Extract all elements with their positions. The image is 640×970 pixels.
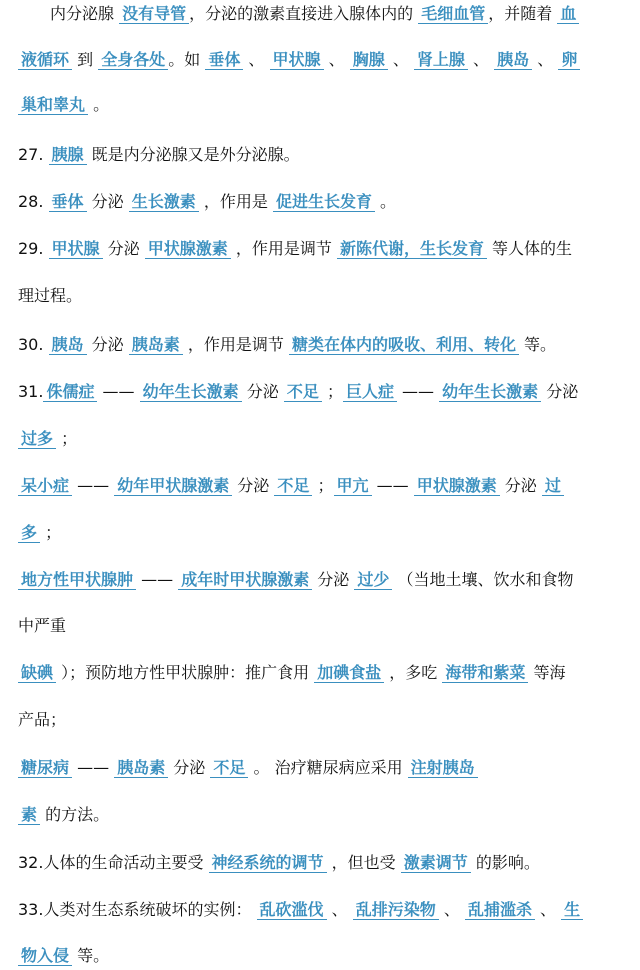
answer-blank: 地方性甲状腺肿	[18, 570, 136, 590]
text-segment: 32.人体的生命活动主要受	[18, 853, 209, 872]
text-segment: 31.	[18, 382, 44, 401]
text-line	[18, 143, 300, 167]
answer-blank: 不足	[274, 476, 312, 496]
answer-blank: 呆小症	[18, 476, 72, 496]
text-line	[18, 851, 540, 875]
answer-blank: 加碘食盐	[314, 663, 384, 683]
text-segment: 分泌	[86, 335, 129, 354]
text-segment: 、	[243, 50, 270, 69]
answer-blank: 缺碘	[18, 663, 56, 683]
answer-blank: 巨人症	[343, 382, 397, 402]
text-line	[18, 661, 566, 685]
text-segment: 的影响。	[470, 853, 540, 872]
text-segment: ；	[321, 382, 343, 401]
answer-blank: 垂体	[205, 50, 243, 70]
answer-blank: 不足	[210, 758, 248, 778]
text-line	[18, 237, 572, 261]
answer-blank: 甲状腺	[49, 239, 103, 259]
answer-blank: 新陈代谢，生长发育	[337, 239, 487, 259]
answer-blank: 物入侵	[18, 946, 72, 966]
answer-blank: 糖尿病	[18, 758, 72, 778]
answer-blank: 甲状腺	[270, 50, 324, 70]
text-line	[18, 380, 578, 404]
text-segment: 等。	[72, 946, 110, 965]
text-segment: ——	[72, 476, 115, 495]
text-line	[18, 333, 556, 357]
answer-blank: 甲状腺激素	[414, 476, 500, 496]
text-segment: ；	[40, 523, 62, 542]
text-segment: 、	[326, 900, 353, 919]
text-line	[18, 756, 478, 780]
answer-blank: 素	[18, 805, 40, 825]
answer-blank: 幼年甲状腺激素	[114, 476, 232, 496]
answer-blank: 乱排污染物	[353, 900, 439, 920]
answer-blank: 生	[561, 900, 583, 920]
text-segment: 到	[72, 50, 99, 69]
text-segment: 分泌	[312, 570, 355, 589]
text-segment: 产品；	[18, 710, 67, 729]
text-segment: ；	[56, 429, 78, 448]
text-segment: 分泌	[102, 239, 145, 258]
text-segment: 28.	[18, 192, 49, 211]
text-line	[50, 2, 579, 26]
answer-blank: 成年时甲状腺激素	[178, 570, 312, 590]
text-segment: ——	[72, 758, 115, 777]
text-segment: ——	[371, 476, 414, 495]
text-segment: 33.人类对生态系统破坏的实例：	[18, 900, 257, 919]
answer-blank: 幼年生长激素	[439, 382, 541, 402]
text-segment: ，多吃	[384, 663, 443, 682]
answer-blank: 糖类在体内的吸收、利用、转化	[289, 335, 519, 355]
text-segment: 、	[467, 50, 495, 69]
answer-blank: 过	[542, 476, 564, 496]
answer-blank: 血	[557, 4, 579, 24]
text-segment: ——	[136, 570, 179, 589]
answer-blank: 幼年生长激素	[140, 382, 242, 402]
text-segment: 分泌	[168, 758, 211, 777]
answer-blank: 神经系统的调节	[209, 853, 327, 873]
answer-blank: 激素调节	[401, 853, 471, 873]
text-line	[18, 614, 66, 638]
text-segment: 等海	[528, 663, 566, 682]
text-line	[18, 521, 61, 545]
answer-blank: 不足	[284, 382, 322, 402]
text-segment: ——	[396, 382, 440, 401]
text-segment: 等人体的生	[486, 239, 573, 258]
answer-blank: 胰岛素	[129, 335, 183, 355]
answer-blank: 乱捕滥杀	[465, 900, 535, 920]
text-segment: ；	[312, 476, 334, 495]
text-segment: 27.	[18, 145, 49, 164]
answer-blank: 毛细血管	[418, 4, 488, 24]
answer-blank: 过多	[18, 429, 56, 449]
answer-blank: 注射胰岛	[408, 758, 478, 778]
answer-blank: 过少	[354, 570, 392, 590]
text-line	[18, 284, 82, 308]
text-segment: ，并随着	[488, 4, 558, 23]
answer-blank: 液循环	[18, 50, 72, 70]
text-segment: ，作用是调节	[182, 335, 289, 354]
answer-blank: 没有导管	[119, 4, 189, 24]
answer-blank: 海带和紫菜	[442, 663, 528, 683]
text-segment: （当地土壤、饮水和食物	[392, 570, 574, 589]
answer-blank: 侏儒症	[43, 382, 97, 402]
answer-blank: 垂体	[49, 192, 87, 212]
text-line	[18, 190, 396, 214]
text-segment: 。 治疗糖尿病应采用	[248, 758, 408, 777]
text-segment: 内分泌腺	[50, 4, 120, 23]
answer-blank: 胸腺	[350, 50, 388, 70]
text-segment: 的方法。	[40, 805, 110, 824]
answer-blank: 甲亢	[334, 476, 372, 496]
answer-blank: 促进生长发育	[273, 192, 375, 212]
answer-blank: 甲状腺激素	[145, 239, 231, 259]
text-segment: ，作用是调节	[230, 239, 337, 258]
text-segment: 29.	[18, 239, 49, 258]
text-segment: 分泌	[241, 382, 284, 401]
text-segment: 分泌	[499, 476, 542, 495]
text-line	[18, 474, 564, 498]
text-segment: 。如	[168, 50, 206, 69]
text-segment: 。	[374, 192, 397, 211]
text-line	[18, 568, 574, 592]
text-segment: 、	[534, 900, 562, 919]
answer-blank: 生长激素	[129, 192, 199, 212]
text-segment: 、	[438, 900, 465, 919]
text-segment: 分泌	[232, 476, 275, 495]
text-segment: ，作用是	[198, 192, 273, 211]
text-segment: 30.	[18, 335, 49, 354]
answer-blank: 胰岛	[49, 335, 87, 355]
answer-blank: 多	[18, 523, 40, 543]
answer-blank: 乱砍滥伐	[257, 900, 327, 920]
text-segment: 分泌	[86, 192, 129, 211]
answer-blank: 卵	[558, 50, 580, 70]
text-segment: ——	[97, 382, 140, 401]
text-segment: 分泌	[541, 382, 579, 401]
text-line	[18, 48, 580, 72]
answer-blank: 全身各处	[98, 50, 168, 70]
answer-blank: 胰腺	[49, 145, 87, 165]
text-segment: 理过程。	[18, 286, 83, 305]
text-segment: 中严重	[18, 616, 67, 635]
text-segment: ）；预防地方性甲状腺肿：推广食用	[56, 663, 315, 682]
text-line	[18, 803, 109, 827]
text-line	[18, 93, 109, 117]
text-segment: 、	[532, 50, 559, 69]
text-segment: 等。	[518, 335, 557, 354]
text-segment: ，分泌的激素直接进入腺体内的	[189, 4, 419, 23]
text-line	[18, 944, 109, 968]
text-segment: ，但也受	[326, 853, 401, 872]
answer-blank: 胰岛	[494, 50, 532, 70]
text-line	[18, 427, 77, 451]
text-line	[18, 898, 583, 922]
text-segment: 、	[323, 50, 350, 69]
text-line	[18, 708, 66, 732]
text-segment: 、	[387, 50, 414, 69]
text-segment: 。	[88, 95, 110, 114]
text-segment: 既是内分泌腺又是外分泌腺。	[86, 145, 300, 164]
answer-blank: 肾上腺	[414, 50, 468, 70]
answer-blank: 巢和睾丸	[18, 95, 88, 115]
answer-blank: 胰岛素	[114, 758, 168, 778]
